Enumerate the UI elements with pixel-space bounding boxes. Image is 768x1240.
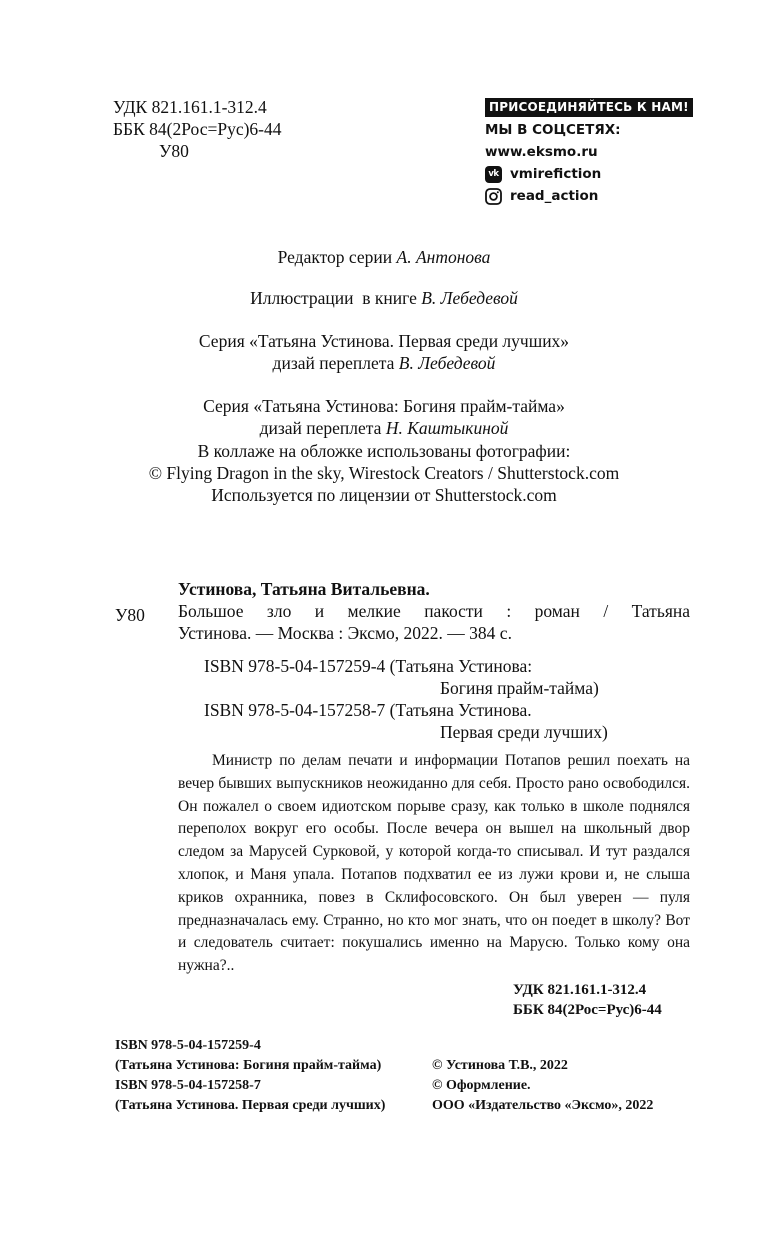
bib-isbn-1-series: Богиня прайм-тайма) bbox=[440, 678, 599, 698]
photo-credits bbox=[100, 440, 668, 506]
bib-author: Устинова, Татьяна Витальевна. bbox=[178, 579, 430, 599]
site-link[interactable]: www.eksmo.ru bbox=[485, 144, 598, 160]
bbk-code: ББК 84(2Рос=Рус)6-44 bbox=[113, 119, 282, 139]
join-us-banner: ПРИСОЕДИНЯЙТЕСЬ К НАМ! bbox=[485, 98, 693, 117]
author-mark: У80 bbox=[159, 141, 189, 161]
illustrations-label: Иллюстрации в книге bbox=[250, 288, 417, 308]
illustrations-credit bbox=[100, 287, 668, 309]
annotation-bbk: ББК 84(2Рос=Рус)6-44 bbox=[513, 1002, 662, 1018]
bib-isbn-2: ISBN 978-5-04-157258-7 (Татьяна Устинова. bbox=[204, 700, 532, 720]
bottom-isbns bbox=[115, 1036, 385, 1116]
series-1-design bbox=[100, 352, 668, 374]
series-1-designer: В. Лебедевой bbox=[398, 353, 496, 373]
copyright-author: © Устинова Т.В., 2022 bbox=[432, 1058, 568, 1073]
classification-codes bbox=[113, 96, 282, 162]
social-block bbox=[485, 96, 693, 207]
vk-handle: vmirefiction bbox=[510, 166, 602, 182]
series-1-title: Серия «Татьяна Устинова. Первая среди лучших» bbox=[198, 331, 570, 351]
annotation-codes bbox=[513, 980, 662, 1020]
annotation-text: Министр по делам печати и информации Потапов решил поехать на вечер бывших выпускников неожиданно для себя. Просто рано освободился. Он пожалел о своем идиотском порыве сразу, как только в школе поднялся переполох вокруг его особы. После вечера он вышел на школьный двор следом за Марусей Сурковой, у которой когда-то списывал. И тут раздался хлопок, и Маня упала. Потапов подхватил ее из лужи крови и, не слыша криков охранника, повез в Склифосовского. Он был уверен — пуля предназначалась ему. Странно, но кто мог знать, что он поедет в школу? Вот и следователь считает: покушались именно на Марусю. Только кому она нужна?.. bbox=[178, 752, 690, 975]
copyright-design: © Оформление. bbox=[432, 1078, 531, 1093]
editor-name: А. Антонова bbox=[396, 247, 491, 267]
bottom-isbn-1: ISBN 978-5-04-157259-4 bbox=[115, 1038, 261, 1053]
bib-isbn-2-series: Первая среди лучших) bbox=[440, 722, 608, 742]
bottom-isbn-2-series: (Татьяна Устинова. Первая среди лучших) bbox=[115, 1098, 386, 1113]
series-2-design bbox=[100, 417, 668, 439]
series-1-credit bbox=[100, 330, 668, 374]
editor-credit bbox=[100, 246, 668, 268]
annotation-udk: УДК 821.161.1-312.4 bbox=[513, 982, 647, 998]
bib-line-2: Устинова. — Москва : Эксмо, 2022. — 384 с. bbox=[178, 623, 512, 643]
series-2-design-label: дизай переплета bbox=[259, 418, 382, 438]
editor-label: Редактор серии bbox=[277, 247, 393, 267]
bottom-isbn-2: ISBN 978-5-04-157258-7 bbox=[115, 1078, 261, 1093]
photo-credit-line-1: В коллаже на обложке использованы фотографии: bbox=[197, 441, 571, 461]
vk-link[interactable] bbox=[485, 163, 693, 185]
annotation bbox=[178, 750, 690, 978]
copyright-publisher: ООО «Издательство «Эксмо», 2022 bbox=[432, 1098, 654, 1113]
instagram-icon bbox=[485, 188, 502, 205]
bib-description bbox=[178, 600, 690, 644]
instagram-link[interactable] bbox=[485, 185, 693, 207]
vk-icon: vk bbox=[485, 166, 502, 183]
bottom-isbn-1-series: (Татьяна Устинова: Богиня прайм-тайма) bbox=[115, 1058, 382, 1073]
illustrator-name: В. Лебедевой bbox=[421, 288, 518, 308]
bib-isbn-1: ISBN 978-5-04-157259-4 (Татьяна Устинова: bbox=[204, 656, 533, 676]
photo-credit-line-2: © Flying Dragon in the sky, Wirestock Creators / Shutterstock.com bbox=[148, 463, 620, 483]
photo-credit-line-3: Используется по лицензии от Shutterstock.com bbox=[211, 485, 557, 505]
bib-author-mark: У80 bbox=[115, 605, 145, 625]
series-1-design-label: дизай переплета bbox=[272, 353, 395, 373]
bib-line-1: Большое зло и мелкие пакости : роман / Татьяна bbox=[178, 601, 690, 621]
series-2-designer: Н. Каштыкиной bbox=[385, 418, 509, 438]
copyright-block bbox=[432, 1056, 653, 1116]
series-2-credit bbox=[100, 395, 668, 439]
series-2-title: Серия «Татьяна Устинова: Богиня прайм-тайма» bbox=[203, 396, 565, 416]
udk-code: УДК 821.161.1-312.4 bbox=[113, 97, 267, 117]
instagram-handle: read_action bbox=[510, 188, 599, 204]
social-subtitle: МЫ В СОЦСЕТЯХ: bbox=[485, 122, 621, 138]
